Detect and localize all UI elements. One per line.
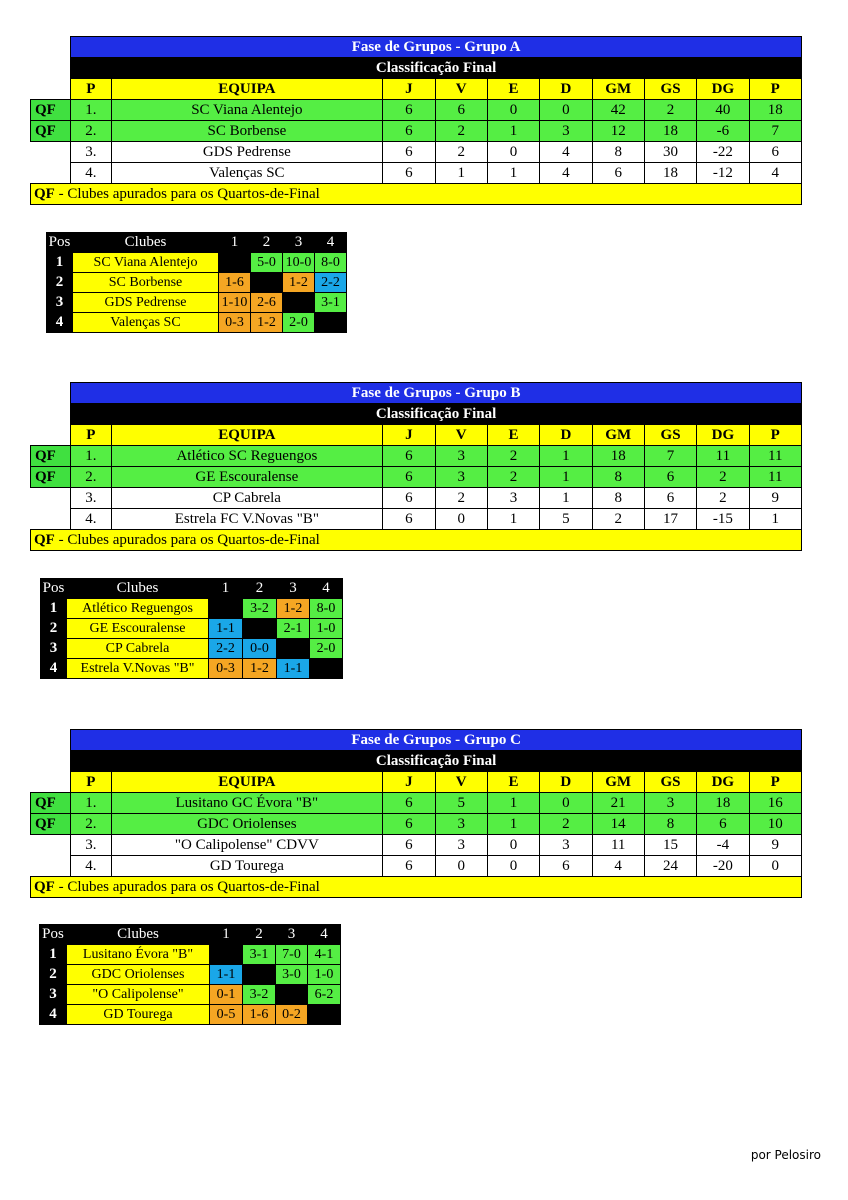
points: 4: [749, 163, 801, 184]
result-cell: 1-6: [219, 273, 251, 293]
points: 11: [749, 467, 801, 488]
draws: 0: [487, 100, 539, 121]
table-row: [31, 835, 802, 856]
goals-against: 30: [644, 142, 696, 163]
wins: 5: [435, 793, 487, 814]
matrix-club: GD Tourega: [67, 1005, 210, 1025]
qf-badge: QF: [31, 814, 71, 835]
goals-against: 24: [644, 856, 696, 877]
legend-row: [31, 530, 802, 551]
goal-difference: -12: [697, 163, 749, 184]
points: 1: [749, 509, 801, 530]
goals-against: 7: [644, 446, 696, 467]
goal-difference: -15: [697, 509, 749, 530]
result-cell: 3-1: [243, 945, 276, 965]
matrix-col-4: 4: [308, 925, 341, 945]
position: 4.: [71, 856, 111, 877]
draws: 1: [487, 814, 539, 835]
position: 2.: [71, 814, 111, 835]
games: 6: [383, 814, 435, 835]
losses: 4: [540, 142, 592, 163]
result-cell: 2-0: [283, 313, 315, 333]
table-row: [31, 142, 802, 163]
col-e: E: [487, 79, 539, 100]
position: 4.: [71, 163, 111, 184]
matrix-pos: 1: [40, 945, 67, 965]
column-headers: [31, 425, 802, 446]
draws: 0: [487, 142, 539, 163]
draws: 1: [487, 793, 539, 814]
matrix-pos: 3: [40, 985, 67, 1005]
result-cell: 2-6: [251, 293, 283, 313]
legend-row: [31, 184, 802, 205]
result-cell: 8-0: [315, 253, 347, 273]
games: 6: [383, 121, 435, 142]
result-cell: 1-2: [243, 659, 277, 679]
matrix-col-2: 2: [243, 925, 276, 945]
result-cell: 2-2: [315, 273, 347, 293]
goals-against: 18: [644, 163, 696, 184]
col-e: E: [487, 425, 539, 446]
games: 6: [383, 793, 435, 814]
matrix-club: "O Calipolense": [67, 985, 210, 1005]
table-row: [31, 467, 802, 488]
col-v: V: [435, 772, 487, 793]
position: 1.: [71, 446, 111, 467]
matrix-pos: 1: [47, 253, 73, 273]
goals-against: 3: [644, 793, 696, 814]
legend-text: - Clubes apurados para os Quartos-de-Final: [54, 185, 320, 202]
table-row: [31, 446, 802, 467]
draws: 1: [487, 509, 539, 530]
goal-difference: 2: [697, 467, 749, 488]
position: 3.: [71, 142, 111, 163]
goals-against: 2: [644, 100, 696, 121]
team-name: GD Tourega: [111, 856, 383, 877]
results-matrix: [40, 578, 343, 679]
result-cell: 0-5: [210, 1005, 243, 1025]
matrix-row: [41, 619, 343, 639]
team-name: Atlético SC Reguengos: [111, 446, 383, 467]
points: 7: [749, 121, 801, 142]
goal-difference: -20: [697, 856, 749, 877]
losses: 5: [540, 509, 592, 530]
result-cell: [210, 945, 243, 965]
matrix-pos: 2: [40, 965, 67, 985]
table-row: [31, 163, 802, 184]
position: 3.: [71, 835, 111, 856]
matrix-col-2: 2: [243, 579, 277, 599]
results-matrix: [46, 232, 347, 333]
matrix-club: GE Escouralense: [67, 619, 209, 639]
games: 6: [383, 142, 435, 163]
games: 6: [383, 856, 435, 877]
result-cell: 0-0: [243, 639, 277, 659]
losses: 1: [540, 488, 592, 509]
matrix-club: CP Cabrela: [67, 639, 209, 659]
matrix-row: [40, 945, 341, 965]
team-name: GDS Pedrense: [111, 142, 383, 163]
result-cell: 3-1: [315, 293, 347, 313]
losses: 3: [540, 121, 592, 142]
matrix-row: [47, 273, 347, 293]
matrix-col-3: 3: [276, 925, 308, 945]
goal-difference: -4: [697, 835, 749, 856]
col-dg: DG: [697, 79, 749, 100]
legend-text: - Clubes apurados para os Quartos-de-Final: [54, 878, 320, 895]
matrix-pos: 3: [41, 639, 67, 659]
standings-table: [30, 382, 802, 551]
games: 6: [383, 446, 435, 467]
legend-code: QF: [34, 878, 55, 895]
losses: 2: [540, 814, 592, 835]
goals-for: 21: [592, 793, 644, 814]
goals-for: 18: [592, 446, 644, 467]
col-dg: DG: [697, 425, 749, 446]
col-gm: GM: [592, 772, 644, 793]
result-cell: 2-1: [277, 619, 310, 639]
result-cell: 1-2: [251, 313, 283, 333]
result-cell: [251, 273, 283, 293]
legend-code: QF: [34, 531, 55, 548]
matrix-pos-header: Pos: [40, 925, 67, 945]
col-gm: GM: [592, 425, 644, 446]
wins: 3: [435, 467, 487, 488]
matrix-pos: 4: [40, 1005, 67, 1025]
wins: 3: [435, 446, 487, 467]
group-subtitle: Classificação Final: [71, 58, 802, 79]
wins: 3: [435, 814, 487, 835]
col-gm: GM: [592, 79, 644, 100]
matrix-club: SC Viana Alentejo: [73, 253, 219, 273]
col-d: D: [540, 772, 592, 793]
col-pos: P: [71, 79, 111, 100]
wins: 2: [435, 121, 487, 142]
matrix-col-1: 1: [209, 579, 243, 599]
goals-for: 6: [592, 163, 644, 184]
table-row: [31, 814, 802, 835]
matrix-pos: 2: [41, 619, 67, 639]
col-equipa: EQUIPA: [111, 425, 383, 446]
result-cell: 1-6: [243, 1005, 276, 1025]
col-pos: P: [71, 425, 111, 446]
matrix-row: [41, 599, 343, 619]
col-pos: P: [71, 772, 111, 793]
standings-table: [30, 729, 802, 898]
wins: 2: [435, 488, 487, 509]
result-cell: 4-1: [308, 945, 341, 965]
losses: 1: [540, 446, 592, 467]
matrix-col-3: 3: [277, 579, 310, 599]
result-cell: [209, 599, 243, 619]
col-d: D: [540, 79, 592, 100]
matrix-row: [40, 965, 341, 985]
matrix-row: [41, 639, 343, 659]
result-cell: [310, 659, 343, 679]
result-cell: 10-0: [283, 253, 315, 273]
qf-badge: QF: [31, 793, 71, 814]
team-name: Valenças SC: [111, 163, 383, 184]
points: 0: [749, 856, 802, 877]
col-points: P: [749, 772, 802, 793]
points: 10: [749, 814, 802, 835]
result-cell: 0-2: [276, 1005, 308, 1025]
wins: 0: [435, 509, 487, 530]
draws: 3: [487, 488, 539, 509]
result-cell: 1-2: [277, 599, 310, 619]
games: 6: [383, 835, 435, 856]
result-cell: 7-0: [276, 945, 308, 965]
column-headers: [31, 772, 802, 793]
matrix-pos-header: Pos: [47, 233, 73, 253]
wins: 3: [435, 835, 487, 856]
col-j: J: [383, 425, 435, 446]
matrix-col-4: 4: [310, 579, 343, 599]
group-subtitle: Classificação Final: [71, 404, 802, 425]
wins: 1: [435, 163, 487, 184]
wins: 2: [435, 142, 487, 163]
matrix-pos: 3: [47, 293, 73, 313]
goal-difference: 11: [697, 446, 749, 467]
goals-against: 15: [644, 835, 696, 856]
matrix-row: [47, 313, 347, 333]
result-cell: 1-1: [210, 965, 243, 985]
table-row: [31, 509, 802, 530]
footer-credit: por Pelosiro: [750, 1148, 821, 1162]
table-row: [31, 100, 802, 121]
goals-for: 2: [592, 509, 644, 530]
draws: 1: [487, 163, 539, 184]
col-j: J: [383, 79, 435, 100]
draws: 1: [487, 121, 539, 142]
result-cell: 2-2: [209, 639, 243, 659]
matrix-club: GDS Pedrense: [73, 293, 219, 313]
col-j: J: [383, 772, 435, 793]
points: 6: [749, 142, 801, 163]
result-cell: 3-0: [276, 965, 308, 985]
group-title: Fase de Grupos - Grupo A: [71, 37, 802, 58]
col-d: D: [540, 425, 592, 446]
result-cell: 6-2: [308, 985, 341, 1005]
result-cell: 1-0: [310, 619, 343, 639]
result-cell: 1-1: [277, 659, 310, 679]
goals-for: 8: [592, 142, 644, 163]
col-v: V: [435, 79, 487, 100]
draws: 0: [487, 856, 539, 877]
legend-text: - Clubes apurados para os Quartos-de-Final: [54, 531, 320, 548]
result-cell: [243, 965, 276, 985]
result-cell: [277, 639, 310, 659]
position: 2.: [71, 467, 111, 488]
goals-against: 17: [644, 509, 696, 530]
games: 6: [383, 100, 435, 121]
goal-difference: 2: [697, 488, 749, 509]
team-name: CP Cabrela: [111, 488, 383, 509]
points: 9: [749, 488, 801, 509]
goals-for: 4: [592, 856, 644, 877]
result-cell: 2-0: [310, 639, 343, 659]
matrix-row: [40, 985, 341, 1005]
position: 2.: [71, 121, 111, 142]
result-cell: [276, 985, 308, 1005]
matrix-pos: 1: [41, 599, 67, 619]
matrix-club-header: Clubes: [67, 925, 210, 945]
games: 6: [383, 467, 435, 488]
result-cell: 1-0: [308, 965, 341, 985]
wins: 0: [435, 856, 487, 877]
matrix-col-1: 1: [219, 233, 251, 253]
position: 4.: [71, 509, 111, 530]
games: 6: [383, 163, 435, 184]
goal-difference: 18: [697, 793, 749, 814]
col-gs: GS: [644, 772, 696, 793]
qf-badge: QF: [31, 121, 71, 142]
goals-for: 42: [592, 100, 644, 121]
matrix-club: SC Borbense: [73, 273, 219, 293]
losses: 0: [540, 100, 592, 121]
goals-against: 6: [644, 488, 696, 509]
col-points: P: [749, 425, 801, 446]
col-points: P: [749, 79, 801, 100]
matrix-club-header: Clubes: [73, 233, 219, 253]
result-cell: 8-0: [310, 599, 343, 619]
position: 1.: [71, 100, 111, 121]
result-cell: 5-0: [251, 253, 283, 273]
group-title: Fase de Grupos - Grupo C: [71, 730, 802, 751]
result-cell: [283, 293, 315, 313]
table-row: [31, 121, 802, 142]
result-cell: [315, 313, 347, 333]
team-name: GE Escouralense: [111, 467, 383, 488]
matrix-row: [47, 293, 347, 313]
goals-for: 12: [592, 121, 644, 142]
col-e: E: [487, 772, 539, 793]
result-cell: [243, 619, 277, 639]
losses: 6: [540, 856, 592, 877]
group-subtitle: Classificação Final: [71, 751, 802, 772]
col-equipa: EQUIPA: [111, 772, 383, 793]
goals-for: 8: [592, 467, 644, 488]
matrix-pos: 4: [47, 313, 73, 333]
goals-for: 8: [592, 488, 644, 509]
team-name: Lusitano GC Évora "B": [111, 793, 383, 814]
wins: 6: [435, 100, 487, 121]
matrix-club: Valenças SC: [73, 313, 219, 333]
result-cell: 3-2: [243, 985, 276, 1005]
result-cell: 1-1: [209, 619, 243, 639]
matrix-pos: 4: [41, 659, 67, 679]
goals-against: 8: [644, 814, 696, 835]
result-cell: 3-2: [243, 599, 277, 619]
games: 6: [383, 509, 435, 530]
legend-code: QF: [34, 185, 55, 202]
position: 1.: [71, 793, 111, 814]
matrix-club: GDC Oriolenses: [67, 965, 210, 985]
col-dg: DG: [697, 772, 749, 793]
result-cell: [308, 1005, 341, 1025]
goals-against: 18: [644, 121, 696, 142]
result-cell: [219, 253, 251, 273]
table-row: [31, 488, 802, 509]
team-name: "O Calipolense" CDVV: [111, 835, 383, 856]
table-row: [31, 793, 802, 814]
losses: 4: [540, 163, 592, 184]
goal-difference: 40: [697, 100, 749, 121]
qf-badge: QF: [31, 446, 71, 467]
group-title: Fase de Grupos - Grupo B: [71, 383, 802, 404]
goals-against: 6: [644, 467, 696, 488]
result-cell: 0-3: [209, 659, 243, 679]
points: 16: [749, 793, 802, 814]
result-cell: 0-1: [210, 985, 243, 1005]
result-cell: 1-2: [283, 273, 315, 293]
result-cell: 1-10: [219, 293, 251, 313]
matrix-col-3: 3: [283, 233, 315, 253]
col-v: V: [435, 425, 487, 446]
points: 18: [749, 100, 801, 121]
col-gs: GS: [644, 79, 696, 100]
legend-row: [31, 877, 802, 898]
goal-difference: -6: [697, 121, 749, 142]
matrix-club: Lusitano Évora "B": [67, 945, 210, 965]
matrix-pos: 2: [47, 273, 73, 293]
team-name: GDC Oriolenses: [111, 814, 383, 835]
losses: 3: [540, 835, 592, 856]
result-cell: 0-3: [219, 313, 251, 333]
col-equipa: EQUIPA: [111, 79, 383, 100]
position: 3.: [71, 488, 111, 509]
qf-badge: QF: [31, 467, 71, 488]
matrix-col-4: 4: [315, 233, 347, 253]
matrix-row: [40, 1005, 341, 1025]
losses: 1: [540, 467, 592, 488]
matrix-row: [41, 659, 343, 679]
standings-table: [30, 36, 802, 205]
goals-for: 11: [592, 835, 644, 856]
results-matrix: [39, 924, 341, 1025]
matrix-pos-header: Pos: [41, 579, 67, 599]
col-gs: GS: [644, 425, 696, 446]
qf-badge: QF: [31, 100, 71, 121]
goals-for: 14: [592, 814, 644, 835]
matrix-club: Estrela V.Novas "B": [67, 659, 209, 679]
matrix-club: Atlético Reguengos: [67, 599, 209, 619]
draws: 2: [487, 446, 539, 467]
points: 9: [749, 835, 802, 856]
matrix-club-header: Clubes: [67, 579, 209, 599]
team-name: SC Borbense: [111, 121, 383, 142]
matrix-col-1: 1: [210, 925, 243, 945]
goal-difference: 6: [697, 814, 749, 835]
team-name: SC Viana Alentejo: [111, 100, 383, 121]
column-headers: [31, 79, 802, 100]
draws: 0: [487, 835, 539, 856]
draws: 2: [487, 467, 539, 488]
team-name: Estrela FC V.Novas "B": [111, 509, 383, 530]
matrix-col-2: 2: [251, 233, 283, 253]
losses: 0: [540, 793, 592, 814]
points: 11: [749, 446, 801, 467]
goal-difference: -22: [697, 142, 749, 163]
games: 6: [383, 488, 435, 509]
table-row: [31, 856, 802, 877]
matrix-row: [47, 253, 347, 273]
